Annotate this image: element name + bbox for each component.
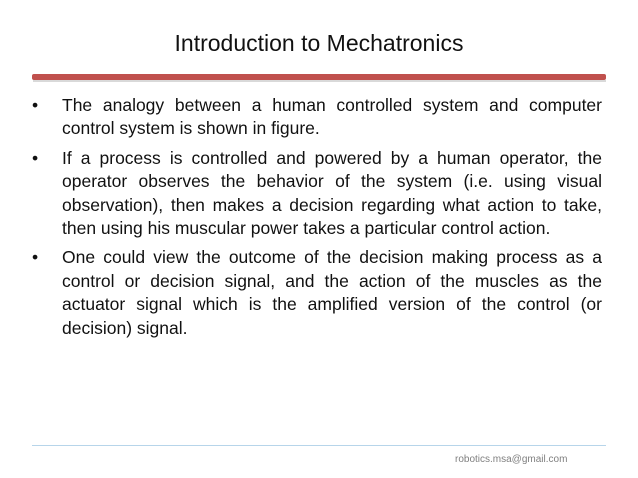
bullet-icon: • [32,147,39,168]
bullet-icon: • [32,95,39,115]
footer-email: robotics.msa@gmail.com [455,454,568,465]
bullet-item [32,246,602,340]
bullet-item [32,94,602,141]
bullet-icon: • [32,247,39,268]
bullet-text: One could view the outcome of the decision making process as a control or decision signal, and the action of the muscles as the actuator signal which is the amplified version of the control (or decision) signal. [62,247,602,338]
slide-title: Introduction to Mechatronics [174,30,464,56]
bullet-text: The analogy between a human controlled system and computer control system is shown in figure. [62,95,602,139]
bullet-text: If a process is controlled and powered by a human operator, the operator observes the behavior of the system (i.e. using visual observation), then makes a decision regarding what action to take, then using his muscular power takes a particular control action. [62,147,602,239]
title-underline [32,74,606,80]
title-underline-shadow [33,80,606,82]
bullet-item [32,147,602,241]
bullet-list [32,94,602,346]
footer-divider [32,445,606,446]
